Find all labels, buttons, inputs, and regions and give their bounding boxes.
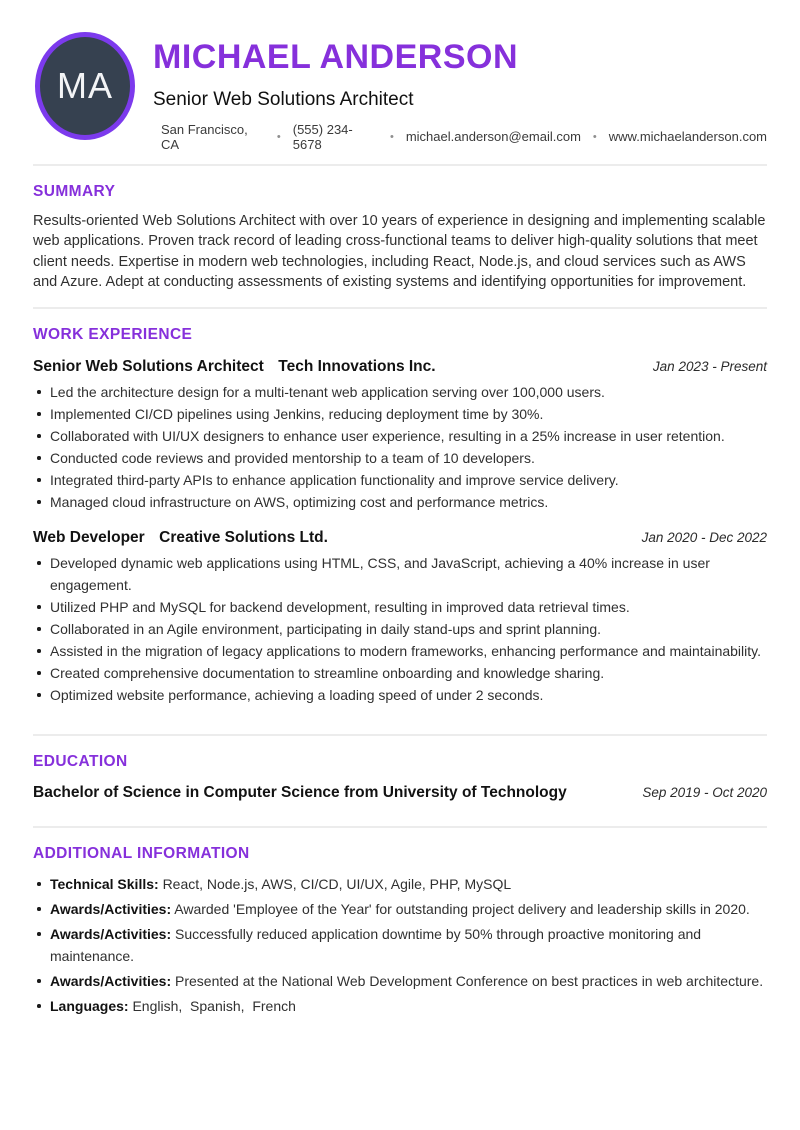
education-heading: EDUCATION <box>33 752 128 770</box>
job-bullet: Integrated third-party APIs to enhance application functionality and improve service delivery. <box>33 469 767 491</box>
job-bullet: Led the architecture design for a multi-tenant web application serving over 100,000 users. <box>33 381 767 403</box>
job-bullet: Managed cloud infrastructure on AWS, optimizing cost and performance metrics. <box>33 491 767 513</box>
separator-dot: • <box>592 130 597 143</box>
job-company: Creative Solutions Ltd. <box>159 528 328 546</box>
job-bullet: Created comprehensive documentation to streamline onboarding and knowledge sharing. <box>33 662 767 684</box>
job-bullet: Optimized website performance, achieving a loading speed of under 2 seconds. <box>33 684 767 706</box>
resume-header <box>0 0 800 152</box>
job-company: Tech Innovations Inc. <box>278 357 436 375</box>
job-title: Web Developer <box>33 528 145 546</box>
additional-info-section <box>0 845 800 1017</box>
contact-line <box>161 122 767 152</box>
contact-location: San Francisco, CA <box>161 121 248 152</box>
job-bullet-list <box>33 381 767 513</box>
info-value: Awarded 'Employee of the Year' for outstanding project delivery and leadership skills in 2020. <box>174 900 750 917</box>
section-divider <box>33 734 767 736</box>
job-bullet: Collaborated with UI/UX designers to enhance user experience, resulting in a 25% increase in user retention. <box>33 425 767 447</box>
job-header <box>33 358 767 376</box>
job-title: Senior Web Solutions Architect <box>33 357 264 375</box>
job-bullet-list <box>33 552 767 706</box>
additional-info-item <box>33 873 767 895</box>
avatar <box>35 32 135 140</box>
contact-website: www.michaelanderson.com <box>608 129 767 145</box>
person-job-title: Senior Web Solutions Architect <box>153 88 414 110</box>
info-label: Awards/Activities: <box>50 925 172 942</box>
info-value: React, Node.js, AWS, CI/CD, UI/UX, Agile, PHP, MySQL <box>162 875 512 892</box>
separator-dot: • <box>389 130 394 143</box>
job-bullet: Collaborated in an Agile environment, participating in daily stand-ups and sprint planning. <box>33 618 767 640</box>
additional-info-list <box>33 873 767 1017</box>
job-bullet: Conducted code reviews and provided mentorship to a team of 10 developers. <box>33 447 767 469</box>
info-label: Awards/Activities: <box>50 900 172 917</box>
education-entry <box>33 784 767 802</box>
info-value: Presented at the National Web Development Conference on best practices in web architecture. <box>175 972 764 989</box>
section-divider <box>33 826 767 828</box>
info-value: English, Spanish, French <box>132 997 296 1014</box>
additional-info-item <box>33 970 767 992</box>
job-bullet: Developed dynamic web applications using HTML, CSS, and JavaScript, achieving a 40% increase in user engagement. <box>33 552 767 596</box>
header-text <box>153 40 767 152</box>
job-bullet: Implemented CI/CD pipelines using Jenkins, reducing deployment time by 30%. <box>33 403 767 425</box>
job-dates: Jan 2023 - Present <box>652 358 767 374</box>
additional-info-item <box>33 923 767 967</box>
additional-info-heading: ADDITIONAL INFORMATION <box>33 844 250 862</box>
person-name: MICHAEL ANDERSON <box>153 38 519 76</box>
job-dates: Jan 2020 - Dec 2022 <box>641 529 767 545</box>
job-bullet: Utilized PHP and MySQL for backend development, resulting in improved data retrieval times. <box>33 596 767 618</box>
info-label: Languages: <box>50 997 129 1014</box>
info-value: Successfully reduced application downtime by 50% through proactive monitoring and maintenance. <box>50 925 705 964</box>
section-divider <box>33 307 767 309</box>
job-bullet: Assisted in the migration of legacy applications to modern frameworks, enhancing performance and maintainability. <box>33 640 767 662</box>
info-label: Awards/Activities: <box>50 972 172 989</box>
job-title-line <box>33 358 436 376</box>
info-label: Technical Skills: <box>50 875 159 892</box>
summary-section <box>0 183 800 293</box>
separator-dot: • <box>276 130 281 143</box>
education-dates: Sep 2019 - Oct 2020 <box>642 784 767 800</box>
additional-info-item <box>33 898 767 920</box>
experience-heading: WORK EXPERIENCE <box>33 325 193 343</box>
experience-section <box>0 326 800 706</box>
job-header <box>33 529 767 547</box>
education-degree: Bachelor of Science in Computer Science from University of Technology <box>33 783 567 801</box>
summary-heading: SUMMARY <box>33 182 116 200</box>
contact-email: michael.anderson@email.com <box>405 129 581 145</box>
section-divider <box>33 164 767 166</box>
additional-info-item <box>33 995 767 1017</box>
education-section <box>0 753 800 802</box>
summary-text: Results-oriented Web Solutions Architect with over 10 years of experience in designing and implementing scalable web applications. Proven track record of leading cross-functional teams to deliver high-quality solutions that meet client needs. Expertise in modern web technologies, including React, Node.js, and cloud services such as AWS and Azure. Adept at conducting assessments of existing systems and identifying opportunities for improvement. <box>33 212 766 291</box>
avatar-initials: MA <box>57 65 113 106</box>
contact-phone: (555) 234-5678 <box>292 121 353 152</box>
job-title-line <box>33 529 328 547</box>
